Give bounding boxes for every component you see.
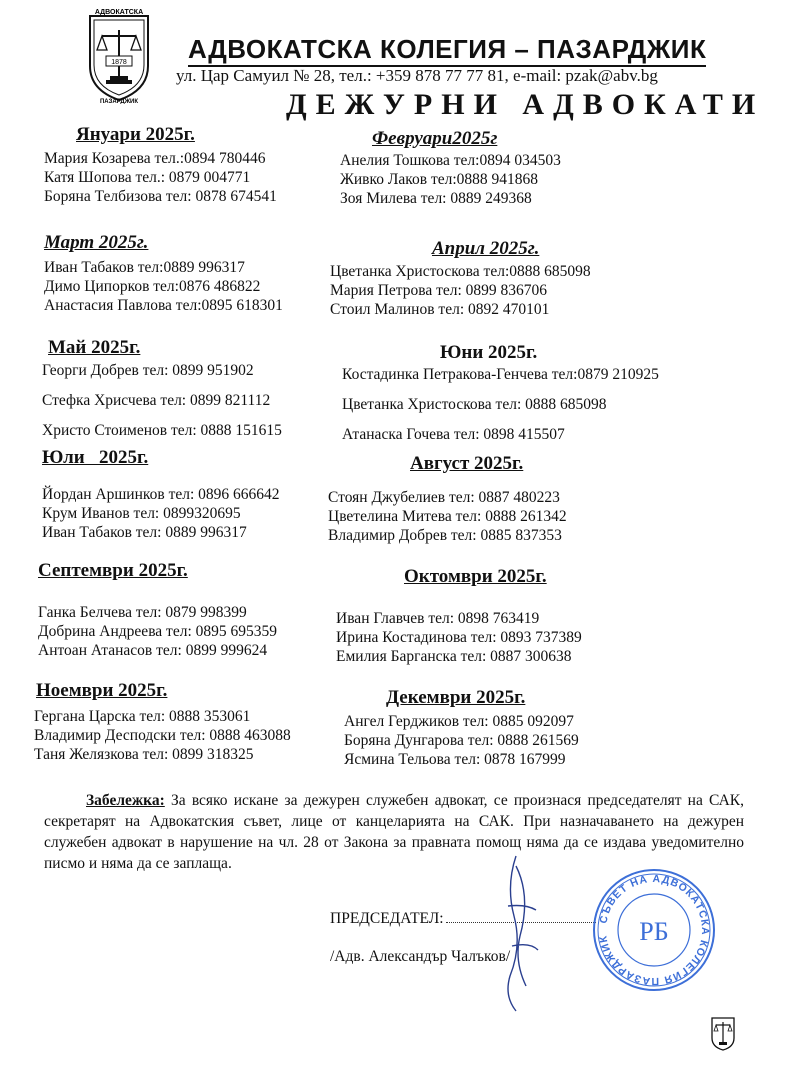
month-entries-february (340, 151, 561, 208)
month-heading-june: Юни 2025г. (440, 342, 538, 363)
list-item: Атанаска Гочева тел: 0898 415507 (342, 426, 565, 443)
list-item: Мария Козарева тел.:0894 780446 (44, 150, 266, 167)
list-item: Владимир Десподски тел: 0888 463088 (34, 727, 291, 744)
note-label: Забележка: (86, 792, 165, 809)
month-entries-march (44, 258, 283, 315)
list-item: Боряна Телбизова тел: 0878 674541 (44, 188, 277, 205)
month-entries-may (42, 356, 282, 446)
month-heading-march: Март 2025г. (44, 232, 149, 253)
list-item: Цветелина Митева тел: 0888 261342 (328, 508, 567, 525)
list-item: Христо Стоименов тел: 0888 151615 (42, 422, 282, 439)
month-entries-january (44, 149, 277, 206)
month-entries-july (42, 485, 280, 542)
org-name-text: АДВОКАТСКА КОЛЕГИЯ – ПАЗАРДЖИК (188, 34, 707, 64)
list-item: Мария Петрова тел: 0899 836706 (330, 282, 548, 299)
list-item: Катя Шопова тел.: 0879 004771 (44, 169, 251, 186)
handwritten-signature-icon (486, 846, 556, 1016)
month-entries-december (344, 712, 579, 769)
round-stamp-icon (590, 866, 718, 994)
month-entries-october (336, 609, 582, 666)
org-address: ул. Цар Самуил № 28, тел.: +359 878 77 77 81, e-mail: pzak@abv.bg (176, 66, 658, 85)
note-text: За всяко искане за дежурен служебен адвокат, се произнася председателят на САК, секретарят на Адвокатския съвет, лице от канцеларията на САК. При назначаването на дежурен служебен адвокат в нарушение на чл. 28 от Закона за правната помощ няма да се издава уведомително писмо и няма да се заплаща. (44, 792, 744, 872)
month-heading-december: Декември 2025г. (386, 687, 526, 708)
list-item: Владимир Добрев тел: 0885 837353 (328, 527, 562, 544)
month-heading-october: Октомври 2025г. (404, 566, 547, 587)
list-item: Стоян Джубелиев тел: 0887 480223 (328, 489, 560, 506)
month-heading-september: Септември 2025г. (38, 560, 188, 581)
month-heading-may: Май 2025г. (48, 337, 141, 358)
list-item: Анастасия Павлова тел:0895 618301 (44, 297, 283, 314)
month-entries-june (342, 360, 659, 450)
list-item: Иван Табаков тел: 0889 996317 (42, 524, 247, 541)
list-item: Зоя Милева тел: 0889 249368 (340, 190, 532, 207)
list-item: Иван Главчев тел: 0898 763419 (336, 610, 540, 627)
chairman-name: /Адв. Александър Чалъков/ (330, 948, 511, 965)
month-entries-august (328, 488, 567, 545)
chairman-role: ПРЕДСЕДАТЕЛ: (330, 910, 444, 927)
month-heading-july: Юли 2025г. (42, 447, 149, 468)
month-heading-november: Ноември 2025г. (36, 680, 168, 701)
list-item: Костадинка Петракова-Генчева тел:0879 210925 (342, 366, 659, 383)
month-entries-november (34, 707, 291, 764)
small-crest-icon (708, 1014, 738, 1052)
list-item: Димо Ципорков тел:0876 486822 (44, 278, 261, 295)
stamp-center-text: РБ (639, 917, 669, 946)
list-item: Гергана Царска тел: 0888 353061 (34, 708, 251, 725)
list-item: Крум Иванов тел: 0899320695 (42, 505, 241, 522)
list-item: Стоил Малинов тел: 0892 470101 (330, 301, 550, 318)
list-item: Таня Желязкова тел: 0899 318325 (34, 746, 254, 763)
month-heading-january: Януари 2025г. (76, 124, 195, 145)
list-item: Добрина Андреева тел: 0895 695359 (38, 623, 278, 640)
list-item: Ангел Герджиков тел: 0885 092097 (344, 713, 574, 730)
month-heading-august: Август 2025г. (410, 453, 524, 474)
list-item: Ясмина Тельова тел: 0878 167999 (344, 751, 566, 768)
list-item: Георги Добрев тел: 0899 951902 (42, 362, 254, 379)
list-item: Цветанка Христоскова тел:0888 685098 (330, 263, 591, 280)
list-item: Йордан Аршинков тел: 0896 666642 (42, 486, 280, 503)
list-item: Боряна Дунгарова тел: 0888 261569 (344, 732, 579, 749)
list-item: Цветанка Христоскова тел: 0888 685098 (342, 396, 607, 413)
page-title: ДЕЖУРНИ АДВОКАТИ (286, 88, 765, 121)
org-name (188, 34, 706, 65)
month-heading-april: Април 2025г. (432, 238, 540, 259)
list-item: Анелия Тошкова тел:0894 034503 (340, 152, 561, 169)
stamp-ring-text: СЪВЕТ НА АДВОКАТСКА КОЛЕГИЯ ПАЗАРДЖИК (597, 872, 712, 988)
list-item: Емилия Барганска тел: 0887 300638 (336, 648, 572, 665)
list-item: Иван Табаков тел:0889 996317 (44, 259, 245, 276)
logo-text-bottom: ПАЗАРДЖИК (99, 99, 139, 104)
bar-association-crest-icon (80, 4, 158, 104)
list-item: Ирина Костадинова тел: 0893 737389 (336, 629, 582, 646)
note-paragraph (44, 790, 744, 874)
month-entries-april (330, 262, 591, 319)
month-entries-september (38, 603, 277, 660)
logo-year: 1878 (111, 59, 127, 66)
list-item: Антоан Атанасов тел: 0899 999624 (38, 642, 268, 659)
logo-text-top: АДВОКАТСКА (94, 9, 144, 16)
list-item: Ганка Белчева тел: 0879 998399 (38, 604, 247, 621)
month-heading-february: Февруари2025г (372, 128, 498, 149)
list-item: Стефка Хрисчева тел: 0899 821112 (42, 392, 271, 409)
list-item: Живко Лаков тел:0888 941868 (340, 171, 539, 188)
